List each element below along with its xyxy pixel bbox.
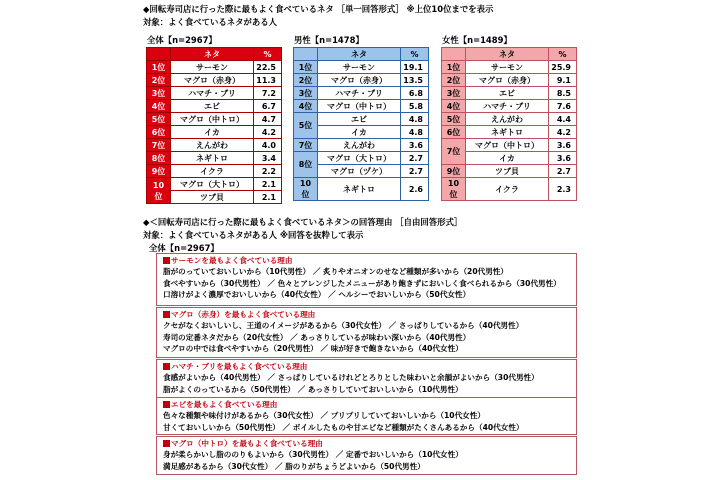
pct-cell: 4.7 — [254, 113, 282, 126]
table-row — [442, 126, 577, 139]
table-row — [147, 100, 282, 113]
item-cell: ネギトロ — [171, 152, 254, 165]
table-row — [294, 152, 429, 165]
table-row — [442, 113, 577, 126]
item-cell: ツブ貝 — [171, 191, 254, 204]
pct-cell: 7.2 — [254, 87, 282, 100]
table-row — [147, 139, 282, 152]
item-cell: サーモン — [466, 61, 549, 74]
rank-cell: 10位 — [442, 178, 466, 201]
rank-cell: 1位 — [294, 61, 318, 74]
rank-cell: 8位 — [294, 152, 318, 178]
rank-cell: 3位 — [147, 87, 171, 100]
pct-cell: 11.3 — [254, 74, 282, 87]
reason-line: 甘くておいしいから（50代男性） ／ ボイルしたものや甘エビなど種類がたくさんあるから（40代女性） — [163, 422, 524, 432]
table-row — [442, 139, 577, 152]
pct-cell: 5.8 — [401, 100, 429, 113]
rank-cell: 10位 — [147, 178, 171, 204]
pct-cell: 2.7 — [401, 152, 429, 165]
pct-cell: 2.1 — [254, 178, 282, 191]
reason-heading: マグロ（赤身）を最もよく食べている理由 — [163, 309, 576, 320]
item-cell: えんがわ — [171, 139, 254, 152]
reason-line: 口溶けがよく濃厚でおいしいから（40代女性） ／ ヘルシーでおいしいから（50代女性） — [163, 290, 471, 299]
reason-heading: マグロ（中トロ）を最もよく食べている理由 — [163, 438, 576, 449]
table-header — [147, 48, 282, 61]
table-header — [442, 48, 577, 61]
table-row — [294, 87, 429, 100]
group-label-female: 女性【n=1489】 — [442, 35, 512, 45]
rank-cell: 6位 — [147, 126, 171, 139]
table-row — [294, 113, 429, 126]
item-cell: ハマチ・ブリ — [171, 87, 254, 100]
rank-cell: 7位 — [442, 139, 466, 165]
rank-cell: 4位 — [442, 100, 466, 113]
ranking-table-female — [441, 47, 577, 201]
item-cell: イカ — [171, 126, 254, 139]
item-cell: えんがわ — [318, 139, 401, 152]
rank-cell: 5位 — [442, 113, 466, 126]
table-row — [147, 113, 282, 126]
item-cell: えんがわ — [466, 113, 549, 126]
rank-cell: 1位 — [442, 61, 466, 74]
table-row — [147, 152, 282, 165]
pct-cell: 4.8 — [401, 126, 429, 139]
reason-line: 脂がのっていておいしいから（10代男性） ／ 炙りやオニオンのせなど種類が多いから（20代男性） — [163, 267, 508, 276]
item-cell: マグロ（中トロ） — [318, 100, 401, 113]
item-cell: イクラ — [171, 165, 254, 178]
table-row — [442, 74, 577, 87]
pct-cell: 3.6 — [401, 139, 429, 152]
reason-line: クセがなくおいしいし、王道のイメージがあるから（30代女性） ／ さっぱりしているから（40代男性） — [163, 321, 524, 330]
table-row — [147, 74, 282, 87]
item-cell: マグロ（大トロ） — [318, 152, 401, 165]
item-cell: マグロ（赤身） — [171, 74, 254, 87]
item-cell: ネギトロ — [318, 178, 401, 201]
table-header — [294, 48, 429, 61]
rank-cell: 5位 — [147, 113, 171, 126]
header-pct: % — [549, 48, 577, 61]
item-cell: イクラ — [466, 178, 549, 201]
table-row — [442, 61, 577, 74]
reason-box-tuna-akami — [156, 307, 577, 358]
pct-cell: 2.1 — [254, 191, 282, 204]
item-cell: ネギトロ — [466, 126, 549, 139]
rank-cell: 9位 — [442, 165, 466, 178]
header-item: ネタ — [318, 48, 401, 61]
pct-cell: 4.0 — [254, 139, 282, 152]
group-label-overall: 全体【n=2967】 — [147, 35, 217, 45]
table-row — [442, 100, 577, 113]
item-cell: サーモン — [171, 61, 254, 74]
item-cell: エビ — [318, 113, 401, 126]
item-cell: マグロ（大トロ） — [171, 178, 254, 191]
pct-cell: 4.2 — [549, 126, 577, 139]
item-cell: マグロ（中トロ） — [171, 113, 254, 126]
table-row — [147, 126, 282, 139]
pct-cell: 9.1 — [549, 74, 577, 87]
pct-cell: 2.6 — [401, 178, 429, 201]
rank-cell: 7位 — [294, 139, 318, 152]
item-cell: エビ — [171, 100, 254, 113]
pct-cell: 3.6 — [549, 139, 577, 152]
pct-cell: 25.9 — [549, 61, 577, 74]
table-row — [294, 74, 429, 87]
reason-box-tuna-chutoro — [156, 436, 577, 475]
rank-cell: 2位 — [147, 74, 171, 87]
item-cell: ツブ貝 — [466, 165, 549, 178]
pct-cell: 6.8 — [401, 87, 429, 100]
table-row — [442, 165, 577, 178]
pct-cell: 8.5 — [549, 87, 577, 100]
table-row — [147, 61, 282, 74]
table-row — [294, 178, 429, 201]
reason-heading: サーモンを最もよく食べている理由 — [163, 255, 576, 266]
reason-line: 色々な種類や味付けがあるから（30代女性） ／ プリプリしていておいしいから（10代女性） — [163, 411, 485, 420]
pct-cell: 3.6 — [549, 152, 577, 165]
table-row — [147, 87, 282, 100]
header-pct: % — [401, 48, 429, 61]
pct-cell: 6.7 — [254, 100, 282, 113]
pct-cell: 4.8 — [401, 113, 429, 126]
pct-cell: 22.5 — [254, 61, 282, 74]
item-cell: イカ — [466, 152, 549, 165]
reason-line: 脂がよくのっているから（50代男性） ／ あっさりしていておいしいから（10代男性） — [163, 384, 463, 394]
reason-box-hamachi — [156, 359, 577, 398]
header-item: ネタ — [466, 48, 549, 61]
header-pct: % — [254, 48, 282, 61]
item-cell: サーモン — [318, 61, 401, 74]
ranking-table-male — [293, 47, 429, 201]
group-label-overall-reasons: 全体【n=2967】 — [149, 243, 219, 253]
reason-heading: エビを最もよく食べている理由 — [163, 399, 576, 410]
item-cell: マグロ（ヅケ） — [318, 165, 401, 178]
rank-cell: 5位 — [294, 113, 318, 139]
item-cell: ハマチ・ブリ — [466, 100, 549, 113]
table-row — [294, 139, 429, 152]
item-cell: エビ — [466, 87, 549, 100]
rank-cell: 4位 — [294, 100, 318, 113]
item-cell: イカ — [318, 126, 401, 139]
section1-title: ◆回転寿司店に行った際に最もよく食べているネタ ［単一回答形式］ ※上位10位までを表示 — [143, 4, 494, 14]
table-row — [294, 61, 429, 74]
item-cell: マグロ（赤身） — [466, 74, 549, 87]
section1-target: 対象：よく食べているネタがある人 — [143, 17, 277, 27]
rank-cell: 7位 — [147, 139, 171, 152]
pct-cell: 7.6 — [549, 100, 577, 113]
header-rank — [294, 48, 318, 61]
pct-cell: 2.2 — [254, 165, 282, 178]
reason-line: 寿司の定番ネタだから（20代女性） ／ あっさりしているが味わい深いから（40代男性） — [163, 332, 471, 342]
item-cell: ハマチ・ブリ — [318, 87, 401, 100]
reason-line: 食感がよいから（40代男性） ／ さっぱりしているけれどとろりとした味わいと余韻がよいから（30代男性） — [163, 373, 539, 382]
reason-line: 食べやすいから（30代男性） ／ 色々とアレンジしたメニューがあり飽きずにおいしく食べられるから（30代男性） — [163, 278, 561, 288]
reason-box-shrimp — [156, 397, 577, 435]
table-row — [442, 178, 577, 201]
table-row — [147, 178, 282, 191]
section2-target: 対象：よく食べているネタがある人 ※回答を抜粋して表示 — [143, 230, 364, 240]
section2-title: ◆＜回転寿司店に行った際に最もよく食べているネタ＞の回答理由 ［自由回答形式］ — [143, 217, 463, 227]
rank-cell: 1位 — [147, 61, 171, 74]
rank-cell: 8位 — [147, 152, 171, 165]
pct-cell: 2.7 — [401, 165, 429, 178]
reason-line: 満足感があるから（30代女性） ／ 脂のりがちょうどよいから（50代男性） — [163, 461, 425, 471]
pct-cell: 19.1 — [401, 61, 429, 74]
rank-cell: 2位 — [442, 74, 466, 87]
pct-cell: 2.7 — [549, 165, 577, 178]
table-row — [294, 100, 429, 113]
reason-box-salmon — [156, 253, 577, 306]
pct-cell: 4.4 — [549, 113, 577, 126]
table-row — [442, 87, 577, 100]
pct-cell: 3.4 — [254, 152, 282, 165]
rank-cell: 2位 — [294, 74, 318, 87]
rank-cell: 9位 — [147, 165, 171, 178]
reason-line: 身が柔らかいし脂ののりもよいから（30代男性） ／ 定番でおいしいから（10代女性） — [163, 450, 463, 459]
reason-heading: ハマチ・ブリを最もよく食べている理由 — [163, 361, 576, 372]
item-cell: マグロ（中トロ） — [466, 139, 549, 152]
ranking-table-overall — [146, 47, 282, 204]
item-cell: マグロ（赤身） — [318, 74, 401, 87]
header-rank — [442, 48, 466, 61]
header-item: ネタ — [171, 48, 254, 61]
rank-cell: 3位 — [294, 87, 318, 100]
rank-cell: 4位 — [147, 100, 171, 113]
reason-line: マグロの中では食べやすいから（20代男性） ／ 味が好きで飽きないから（40代女性） — [163, 344, 463, 353]
rank-cell: 6位 — [442, 126, 466, 139]
header-rank — [147, 48, 171, 61]
pct-cell: 13.5 — [401, 74, 429, 87]
group-label-male: 男性【n=1478】 — [294, 35, 364, 45]
rank-cell: 3位 — [442, 87, 466, 100]
pct-cell: 4.2 — [254, 126, 282, 139]
pct-cell: 2.3 — [549, 178, 577, 201]
rank-cell: 10位 — [294, 178, 318, 201]
table-row — [147, 165, 282, 178]
